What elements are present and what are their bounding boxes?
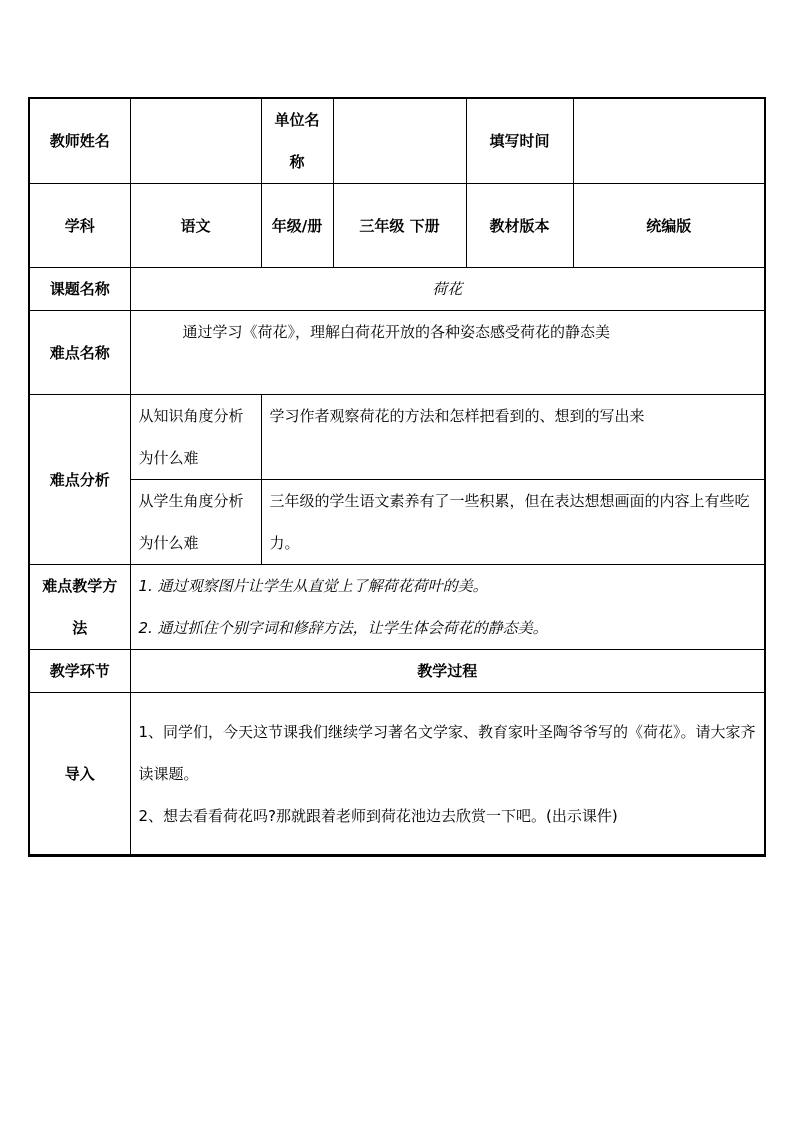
method-items (130, 565, 764, 650)
process-title: 教学过程 (130, 650, 764, 693)
row-analysis-knowledge (30, 395, 764, 480)
subject-value: 语文 (130, 184, 261, 268)
unit-value[interactable] (333, 99, 466, 184)
lesson-plan-grid (30, 99, 764, 855)
row-method (30, 565, 764, 650)
method-label: 难点教学方法 (30, 565, 130, 650)
lesson-plan-table (28, 97, 766, 857)
method-item-1: 1. 通过观察图片让学生从直觉上了解荷花荷叶的美。 (138, 577, 488, 595)
row-difficulty (30, 311, 764, 395)
process-stage-label: 教学环节 (30, 650, 130, 693)
knowledge-value: 学习作者观察荷花的方法和怎样把看到的、想到的写出来 (261, 395, 764, 480)
row-teacher (30, 99, 764, 184)
knowledge-label: 从知识角度分析为什么难 (130, 395, 261, 480)
student-value: 三年级的学生语文素养有了一些积累，但在表达想想画面的内容上有些吃力。 (261, 480, 764, 565)
row-analysis-student (30, 480, 764, 565)
method-item-2: 2. 通过抓住个别字词和修辞方法，让学生体会荷花的静态美。 (138, 619, 548, 637)
teacher-value[interactable] (130, 99, 261, 184)
difficulty-label: 难点名称 (30, 311, 130, 395)
subject-label: 学科 (30, 184, 130, 268)
row-process-header (30, 650, 764, 693)
date-value[interactable] (573, 99, 764, 184)
edition-label: 教材版本 (466, 184, 573, 268)
analysis-label: 难点分析 (30, 395, 130, 565)
date-label: 填写时间 (466, 99, 573, 184)
lesson-value: 荷花 (130, 268, 764, 311)
student-label: 从学生角度分析为什么难 (130, 480, 261, 565)
teacher-label: 教师姓名 (30, 99, 130, 184)
grade-label: 年级/册 (261, 184, 333, 268)
edition-value: 统编版 (573, 184, 764, 268)
unit-label: 单位名称 (261, 99, 333, 184)
intro-content (130, 693, 764, 855)
row-lesson (30, 268, 764, 311)
intro-para-2: 2、想去看看荷花吗?那就跟着老师到荷花池边去欣赏一下吧。(出示课件) (138, 807, 618, 825)
row-subject (30, 184, 764, 268)
difficulty-value: 通过学习《荷花》，理解白荷花开放的各种姿态感受荷花的静态美 (130, 311, 764, 395)
grade-value: 三年级 下册 (333, 184, 466, 268)
intro-para-1: 1、同学们，今天这节课我们继续学习著名文学家、教育家叶圣陶爷爷写的《荷花》。请大家齐读课题。 (138, 723, 756, 783)
row-intro (30, 693, 764, 855)
lesson-label: 课题名称 (30, 268, 130, 311)
intro-label: 导入 (30, 693, 130, 855)
